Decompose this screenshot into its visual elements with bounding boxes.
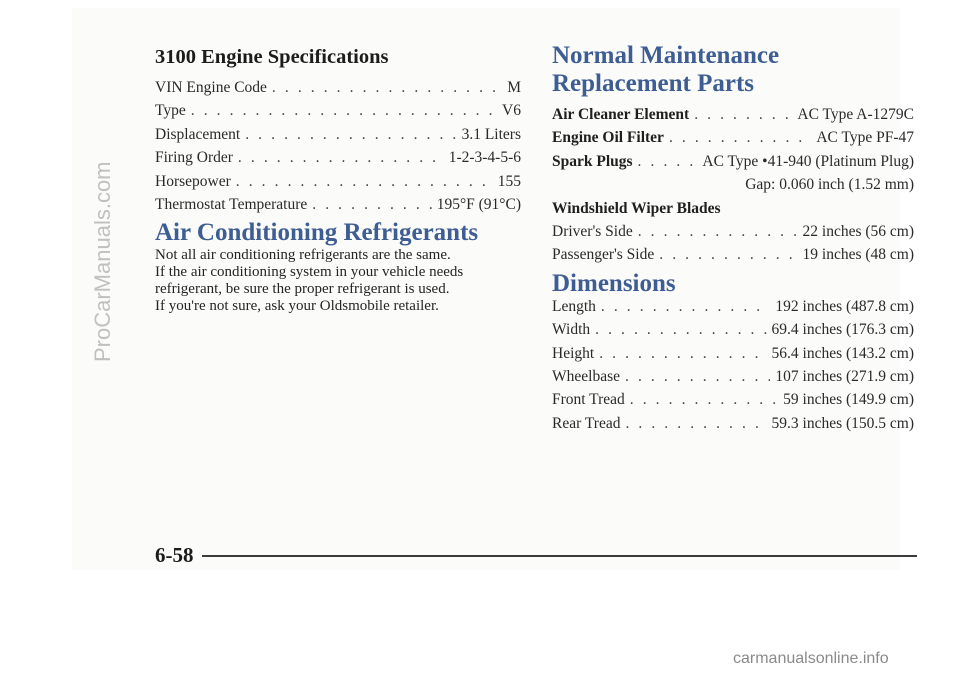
spec-label: Thermostat Temperature bbox=[155, 195, 308, 213]
dimension-value: 69.4 inches (176.3 cm) bbox=[771, 321, 914, 339]
dimension-row bbox=[552, 298, 914, 321]
page-number: 6-58 bbox=[155, 543, 194, 567]
dot-leader bbox=[236, 173, 493, 191]
dimensions-list bbox=[552, 298, 914, 438]
dimension-value: 107 inches (271.9 cm) bbox=[775, 367, 914, 385]
wiper-blades-heading bbox=[552, 200, 914, 223]
spec-value: 3.1 Liters bbox=[461, 125, 521, 143]
part-value: AC Type A-1279C bbox=[797, 106, 914, 123]
spec-row bbox=[155, 173, 521, 196]
dimension-label: Width bbox=[552, 321, 591, 339]
part-label: Engine Oil Filter bbox=[552, 129, 664, 147]
part-label: Spark Plugs bbox=[552, 152, 633, 170]
footer-rule bbox=[202, 555, 918, 557]
dimension-row bbox=[552, 391, 914, 414]
paragraph-line: If you're not sure, ask your Oldsmobile retailer. bbox=[155, 298, 439, 315]
title-line: Normal Maintenance bbox=[552, 42, 780, 69]
side-watermark: ProCarManuals.com bbox=[90, 161, 115, 362]
dimension-label: Front Tread bbox=[552, 391, 625, 409]
dimension-value: 192 inches (487.8 cm) bbox=[775, 297, 914, 315]
part-label: Driver's Side bbox=[552, 222, 633, 240]
dot-leader bbox=[599, 345, 766, 363]
spec-label: Displacement bbox=[155, 125, 241, 143]
spec-value: 1-2-3-4-5-6 bbox=[448, 149, 521, 167]
part-row bbox=[552, 129, 914, 152]
part-value: 19 inches (48 cm) bbox=[802, 246, 914, 264]
dot-leader bbox=[601, 298, 770, 316]
spec-row bbox=[155, 196, 521, 219]
part-row bbox=[552, 153, 914, 176]
engine-specs-list bbox=[155, 79, 521, 219]
dot-leader bbox=[638, 223, 798, 241]
paragraph-line: Not all air conditioning refrigerants are the same. bbox=[155, 247, 451, 264]
dot-leader bbox=[638, 153, 698, 171]
dimension-label: Rear Tread bbox=[552, 414, 621, 432]
spec-value: 195°F (91°C) bbox=[436, 195, 521, 213]
part-value: AC Type •41-940 (Platinum Plug) bbox=[702, 152, 914, 170]
dimension-row bbox=[552, 345, 914, 368]
spec-value: 155 bbox=[497, 172, 521, 190]
spec-row bbox=[155, 79, 521, 102]
dot-leader bbox=[238, 149, 444, 167]
spec-label: Firing Order bbox=[155, 149, 233, 167]
ac-refrigerants-paragraph bbox=[155, 247, 495, 315]
maintenance-parts-title bbox=[552, 42, 914, 98]
dimension-row bbox=[552, 368, 914, 391]
title-line: Replacement Parts bbox=[552, 70, 755, 97]
dimension-label: Height bbox=[552, 344, 595, 362]
spark-plug-gap bbox=[552, 176, 914, 199]
spec-label: Horsepower bbox=[155, 172, 231, 190]
dimension-value: 56.4 inches (143.2 cm) bbox=[771, 344, 914, 362]
spec-value: V6 bbox=[502, 102, 521, 120]
spec-row bbox=[155, 126, 521, 149]
parts-list bbox=[552, 106, 914, 270]
dimension-value: 59 inches (149.9 cm) bbox=[783, 391, 914, 409]
dot-leader bbox=[191, 102, 497, 120]
dimension-label: Wheelbase bbox=[552, 367, 620, 385]
dot-leader bbox=[669, 129, 811, 147]
dot-leader bbox=[245, 126, 456, 144]
dot-leader bbox=[625, 415, 766, 433]
spec-row bbox=[155, 149, 521, 172]
spec-value: M bbox=[507, 79, 521, 96]
paragraph-line: refrigerant, be sure the proper refrigerant is used. bbox=[155, 281, 450, 298]
dot-leader bbox=[595, 321, 766, 339]
engine-specs-title: 3100 Engine Specifications bbox=[155, 46, 389, 68]
part-label: Passenger's Side bbox=[552, 246, 655, 264]
dot-leader bbox=[312, 196, 431, 214]
dimension-row bbox=[552, 321, 914, 344]
paragraph-line: If the air conditioning system in your vehicle needs bbox=[155, 264, 464, 281]
part-row bbox=[552, 246, 914, 269]
spec-row bbox=[155, 102, 521, 125]
left-column bbox=[155, 46, 521, 315]
dot-leader bbox=[630, 391, 778, 409]
part-value: 22 inches (56 cm) bbox=[802, 222, 914, 240]
dot-leader bbox=[272, 79, 502, 97]
gap-value: Gap: 0.060 inch (1.52 mm) bbox=[745, 176, 914, 194]
spec-label: VIN Engine Code bbox=[155, 79, 267, 96]
wiper-heading-text: Windshield Wiper Blades bbox=[552, 199, 721, 217]
part-row bbox=[552, 223, 914, 246]
right-column bbox=[552, 42, 914, 438]
bottom-watermark: carmanualsonline.info bbox=[733, 650, 889, 667]
dimensions-title: Dimensions bbox=[552, 269, 676, 297]
part-label: Air Cleaner Element bbox=[552, 106, 690, 123]
part-row bbox=[552, 106, 914, 129]
dot-leader bbox=[694, 106, 792, 124]
part-value: AC Type PF-47 bbox=[816, 129, 914, 147]
dimension-value: 59.3 inches (150.5 cm) bbox=[771, 414, 914, 432]
spec-label: Type bbox=[155, 102, 186, 120]
dot-leader bbox=[625, 368, 770, 386]
page-footer bbox=[155, 543, 917, 568]
dimension-row bbox=[552, 415, 914, 438]
manual-page bbox=[72, 8, 914, 570]
dimension-label: Length bbox=[552, 297, 596, 315]
ac-refrigerants-title: Air Conditioning Refrigerants bbox=[155, 219, 479, 247]
dot-leader bbox=[659, 246, 797, 264]
